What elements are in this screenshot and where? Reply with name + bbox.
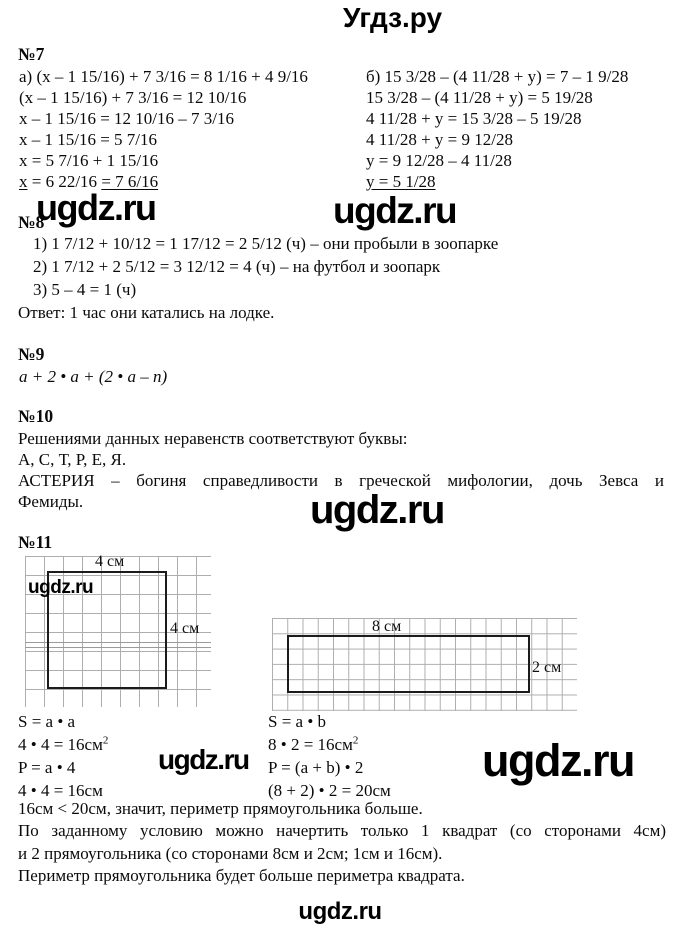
problem-8-solution (33, 232, 498, 301)
square-formulas (18, 710, 108, 802)
problem-9-number: №9 (18, 344, 45, 364)
problem-7-number: №7 (18, 44, 45, 64)
solution-line: 2) 1 7/12 + 2 5/12 = 3 12/12 = 4 (ч) – на футбол и зоопарк (33, 257, 441, 276)
problem-7-column-b (366, 66, 628, 192)
site-watermark: ugdz.ru (333, 190, 457, 231)
solution-line: б) 15 3/28 – (4 11/28 + y) = 7 – 1 9/28 (366, 67, 629, 86)
text-line: По заданному условию можно начертить только 1 квадрат (со сторонами 4см) (18, 821, 666, 841)
text-line: А, С, Т, Р, Е, Я. (18, 450, 127, 469)
underlined-value: y = 5 1/28 (366, 172, 436, 191)
solution-line: (x – 1 15/16) + 7 3/16 = 12 10/16 (19, 88, 247, 107)
text-line: Периметр прямоугольника будет больше периметра квадрата. (18, 866, 465, 886)
solution-line: 4 11/28 + y = 15 3/28 – 5 19/28 (366, 109, 582, 128)
formula-line: S = a • a (18, 712, 76, 731)
formula-line: 4 • 4 = 16см (18, 781, 103, 800)
footer-watermark: ugdz.ru (298, 898, 382, 925)
site-watermark: ugdz.ru (310, 488, 444, 532)
solution-line: 1) 1 7/12 + 10/12 = 1 17/12 = 2 5/12 (ч) – они пробыли в зоопарке (33, 234, 499, 253)
underlined-value: x (19, 172, 28, 191)
text-line: АСТЕРИЯ – богиня справедливости в греческой мифологии, дочь Зевса и (18, 471, 664, 490)
formula-line: S = a • b (268, 712, 327, 731)
problem-10-number: №10 (18, 406, 54, 426)
square-top-dimension-label: 4 см (95, 553, 125, 570)
rectangle-top-dimension-label: 8 см (372, 618, 402, 635)
header-watermark: Угдз.ру (343, 2, 443, 33)
answer-line: Ответ: 1 час они катались на лодке. (18, 303, 275, 322)
rectangle-formulas (268, 710, 391, 802)
problem-11-number: №11 (18, 532, 53, 552)
solution-line: y = 9 12/28 – 4 11/28 (366, 151, 512, 170)
square-side-dimension-label: 4 см (170, 620, 200, 637)
site-watermark: ugdz.ru (158, 744, 249, 775)
solution-line: x – 1 15/16 = 5 7/16 (19, 130, 158, 149)
text-line: Решениями данных неравенств соответствуют буквы: (18, 429, 408, 448)
problem-8-number: №8 (18, 212, 45, 232)
formula-line (18, 733, 108, 756)
solution-line: x = 5 7/16 + 1 15/16 (19, 151, 159, 170)
formula-text: 8 • 2 = 16см (268, 735, 353, 754)
superscript: 2 (352, 734, 359, 747)
formula-line: P = (a + b) • 2 (268, 758, 364, 777)
grid-paper-square (25, 553, 211, 707)
text-line: Фемиды. (18, 492, 84, 511)
underlined-value: = 7 6/16 (101, 172, 159, 191)
formula-line: P = a • 4 (18, 758, 76, 777)
solution-line: 4 11/28 + y = 9 12/28 (366, 130, 513, 149)
superscript: 2 (102, 734, 109, 747)
solution-final-line (366, 171, 628, 192)
grid-paper-rectangle (272, 618, 577, 711)
rectangle-side-dimension-label: 2 см (532, 659, 562, 676)
problem-11-conclusion (18, 798, 666, 888)
rectangle-shape (287, 635, 530, 693)
formula-line (268, 733, 391, 756)
site-watermark: ugdz.ru (36, 187, 156, 228)
formula-text: 4 • 4 = 16см (18, 735, 103, 754)
solution-line: 15 3/28 – (4 11/28 + y) = 5 19/28 (366, 88, 593, 107)
solution-line: x – 1 15/16 = 12 10/16 – 7 3/16 (19, 109, 235, 128)
solution-text: = 6 22/16 (27, 172, 102, 191)
solution-line: 3) 5 – 4 = 1 (ч) (33, 280, 137, 299)
problem-7-column-a (19, 66, 308, 192)
text-line: и 2 прямоугольника (со сторонами 8см и 2см; 1см и 16см). (18, 843, 443, 863)
site-watermark: ugdz.ru (28, 577, 94, 598)
text-line: 16см < 20см, значит, периметр прямоугольника больше. (18, 799, 423, 818)
solution-line: а) (x – 1 15/16) + 7 3/16 = 8 1/16 + 4 9/16 (19, 67, 308, 86)
formula-line: a + 2 • a + (2 • a – n) (19, 367, 168, 386)
formula-line: (8 + 2) • 2 = 20см (268, 781, 391, 800)
site-watermark: ugdz.ru (482, 735, 634, 786)
